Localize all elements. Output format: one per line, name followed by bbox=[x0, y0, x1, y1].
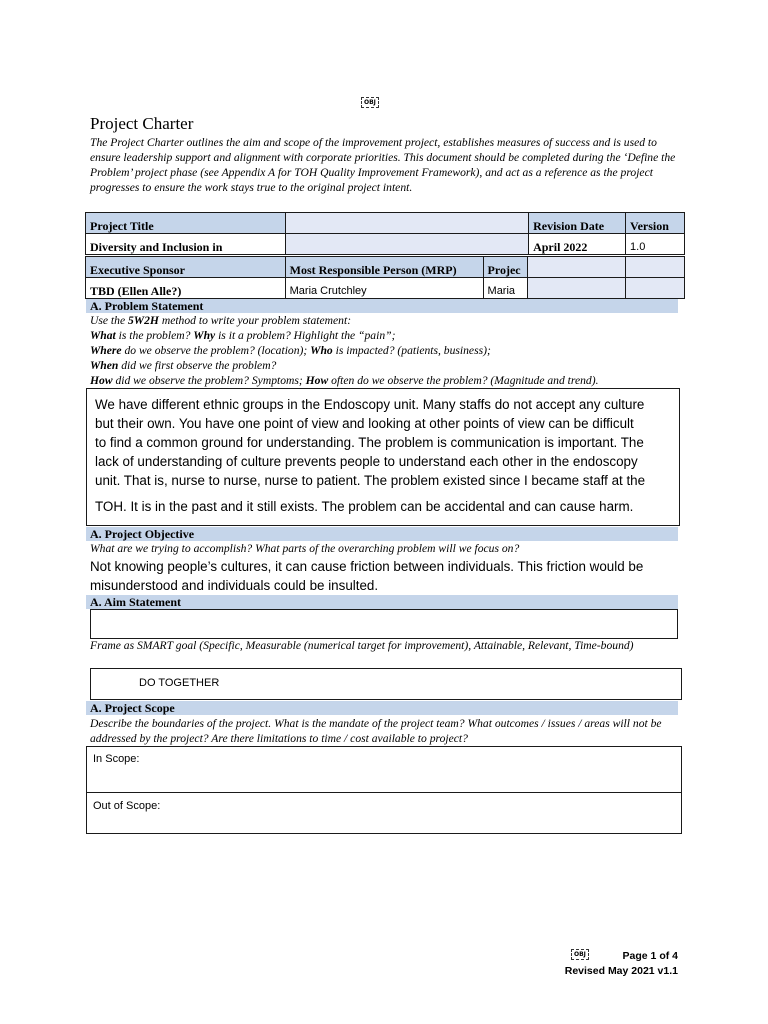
sponsor-blank-1 bbox=[527, 257, 626, 278]
mrp-value[interactable]: Maria Crutchley bbox=[285, 278, 483, 299]
revision-date-value[interactable]: April 2022 bbox=[529, 234, 626, 255]
page-number: Page 1 of 4 bbox=[622, 950, 678, 962]
sponsor-value-blank-2 bbox=[626, 278, 685, 299]
aim-statement-field[interactable] bbox=[90, 609, 678, 639]
scope-prompt: Describe the boundaries of the project. What is the mandate of the project team? What outcomes / issues / areas will not be addressed by the project? Are there limitations to time / cost available to project? bbox=[90, 717, 662, 745]
aim-prompt: Frame as SMART goal (Specific, Measurable (numerical target for improvement), Attainable, Relevant, Time-bound) bbox=[90, 639, 634, 652]
project-lead-value[interactable]: Maria bbox=[483, 278, 527, 299]
project-info-table bbox=[85, 212, 685, 255]
intro-paragraph: The Project Charter outlines the aim and scope of the improvement project, establishes measures of success and is used to ensure leadership support and alignment with corporate priorities. This document should be completed during the ‘Define the Problem’ project phase (see Appendix A for TOH Quality Improvement Framework), and act as a reference as the project progresses to ensure the work stays true to the original project intent. bbox=[90, 136, 676, 194]
object-placeholder-icon: OBJ bbox=[361, 97, 379, 108]
sponsor-value-blank-1 bbox=[527, 278, 626, 299]
problem-statement-field[interactable]: We have different ethnic groups in the Endoscopy unit. Many staffs do not accept any culture but their own. You have one point of view and looking at other points of view can be difficult to find a common ground for understanding. The problem is communication is important. The lack of understanding of culture prevents people to understand each other in the endoscopy unit. That is, nurse to nurse, nurse to patient. The problem existed since I became staff at the TOH. It is in the past and it still exists. The problem can be accidental and can cause harm. bbox=[86, 388, 680, 526]
sponsor-blank-2 bbox=[626, 257, 685, 278]
footer-object-placeholder-icon: OBJ bbox=[571, 949, 589, 960]
objective-answer[interactable]: Not knowing people’s cultures, it can cause friction between individuals. This friction would be misunderstood and individuals could be insulted. bbox=[90, 559, 644, 593]
version-label: Version bbox=[626, 213, 685, 234]
project-title-header-blank bbox=[285, 213, 528, 234]
problem-guidance: Use the 5W2H method to write your problem statement: What is the problem? Why is it a problem? Highlight the “pain”; Where do we observe the problem? (location); Who is impacted? (patients, business); When did we first observe the problem? How did we observe the problem? Symptoms; How often do we observe the problem? (Magnitude and trend). bbox=[90, 314, 599, 387]
revision-date-label: Revision Date bbox=[529, 213, 626, 234]
project-title-label: Project Title bbox=[86, 213, 286, 234]
out-of-scope-label: Out of Scope: bbox=[93, 800, 161, 812]
problem-statement-heading: A. Problem Statement bbox=[86, 299, 678, 313]
executive-sponsor-label: Executive Sponsor bbox=[86, 257, 286, 278]
page-title: Project Charter bbox=[90, 114, 194, 133]
in-scope-label: In Scope: bbox=[93, 753, 140, 765]
project-title-value[interactable]: Diversity and Inclusion in bbox=[86, 234, 286, 255]
in-scope-field[interactable] bbox=[86, 746, 682, 793]
sponsor-table bbox=[85, 256, 685, 299]
revision-note: Revised May 2021 v1.1 bbox=[564, 965, 678, 977]
aim-statement-heading: A. Aim Statement bbox=[86, 595, 678, 609]
version-value[interactable]: 1.0 bbox=[626, 234, 685, 255]
out-of-scope-field[interactable] bbox=[86, 792, 682, 834]
objective-prompt: What are we trying to accomplish? What parts of the overarching problem will we focus on? bbox=[90, 542, 520, 555]
project-objective-heading: A. Project Objective bbox=[86, 527, 678, 541]
executive-sponsor-value[interactable]: TBD (Ellen Alle?) bbox=[86, 278, 286, 299]
mrp-label: Most Responsible Person (MRP) bbox=[285, 257, 483, 278]
aim-answer-field[interactable]: DO TOGETHER bbox=[90, 668, 682, 700]
project-title-value-blank bbox=[285, 234, 528, 255]
project-lead-label: Projec bbox=[483, 257, 527, 278]
project-scope-heading: A. Project Scope bbox=[86, 701, 678, 715]
